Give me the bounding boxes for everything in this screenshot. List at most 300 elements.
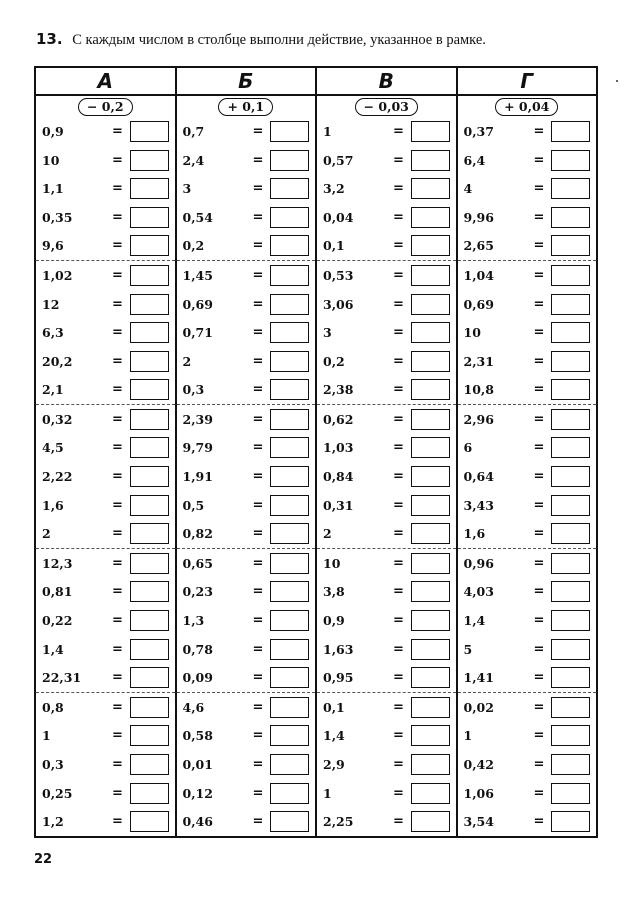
answer-box[interactable] [130, 121, 169, 142]
exercise-row [458, 722, 597, 751]
answer-box[interactable] [411, 121, 450, 142]
answer-box[interactable] [411, 811, 450, 832]
equals-sign: = [533, 584, 545, 600]
answer-box[interactable] [411, 437, 450, 458]
operation-label: + 0,1 [218, 98, 273, 116]
column-2 [315, 68, 456, 836]
answer-box[interactable] [411, 697, 450, 718]
answer-box[interactable] [551, 639, 590, 660]
answer-box[interactable] [130, 725, 169, 746]
exercise-row [36, 807, 175, 836]
equals-sign: = [252, 440, 264, 456]
exercise-row [458, 146, 597, 175]
answer-box[interactable] [551, 409, 590, 430]
row-group [317, 548, 456, 692]
answer-box[interactable] [130, 523, 169, 544]
equals-sign: = [393, 785, 404, 801]
equals-sign: = [252, 411, 264, 427]
exercise-row [36, 347, 175, 376]
operand-number: 0,65 [182, 555, 213, 571]
equals-sign: = [533, 181, 545, 197]
equals-sign: = [533, 152, 545, 168]
operand-number: 12 [42, 296, 60, 312]
answer-box[interactable] [551, 725, 590, 746]
task-instruction: С каждым числом в столбце выполни действие, указанное в рамке. [72, 32, 486, 48]
operand-number: 0,3 [182, 382, 205, 398]
exercise-row [177, 318, 316, 347]
answer-box[interactable] [551, 437, 590, 458]
exercise-row [458, 750, 597, 779]
answer-box[interactable] [270, 322, 309, 343]
answer-box[interactable] [551, 754, 590, 775]
equals-sign: = [112, 411, 123, 427]
answer-box[interactable] [411, 235, 450, 256]
equals-sign: = [393, 526, 404, 542]
operand-number: 1,4 [463, 613, 486, 629]
operand-number: 4,03 [463, 584, 494, 600]
answer-box[interactable] [270, 581, 309, 602]
answer-box[interactable] [411, 523, 450, 544]
answer-box[interactable] [411, 725, 450, 746]
exercise-row [177, 549, 316, 578]
answer-box[interactable] [270, 783, 309, 804]
operand-number: 10 [463, 325, 481, 341]
answer-box[interactable] [270, 379, 309, 400]
exercise-row [317, 750, 456, 779]
exercise-row [177, 174, 316, 203]
equals-sign: = [112, 296, 123, 312]
equals-sign: = [533, 670, 545, 686]
answer-box[interactable] [130, 553, 169, 574]
equals-sign: = [252, 526, 264, 542]
answer-box[interactable] [130, 754, 169, 775]
equals-sign: = [533, 699, 545, 715]
operation-row [317, 96, 456, 117]
exercise-row [177, 261, 316, 290]
row-group [317, 404, 456, 548]
answer-box[interactable] [551, 581, 590, 602]
page-number: 22 [34, 852, 53, 867]
operand-number: 0,2 [182, 238, 205, 254]
operand-number: 6 [463, 440, 473, 456]
operand-number: 0,8 [42, 699, 64, 715]
row-group [458, 260, 597, 404]
exercise-row [458, 434, 597, 463]
answer-box[interactable] [551, 697, 590, 718]
answer-box[interactable] [411, 553, 450, 574]
answer-box[interactable] [130, 437, 169, 458]
operand-number: 0,1 [323, 699, 345, 715]
answer-box[interactable] [411, 409, 450, 430]
answer-box[interactable] [551, 121, 590, 142]
operand-number: 6,3 [42, 325, 64, 341]
exercise-row [458, 203, 597, 232]
exercise-row [458, 405, 597, 434]
exercise-row [177, 807, 316, 836]
operand-number: 1,04 [463, 267, 494, 283]
exercise-row [36, 578, 175, 607]
equals-sign: = [112, 526, 123, 542]
answer-box[interactable] [551, 265, 590, 286]
exercise-row [458, 693, 597, 722]
exercise-row [317, 347, 456, 376]
operand-number: 3,8 [323, 584, 345, 600]
answer-box[interactable] [411, 150, 450, 171]
answer-box[interactable] [130, 639, 169, 660]
operand-number: 20,2 [42, 353, 73, 369]
exercise-row [36, 750, 175, 779]
row-group [177, 117, 316, 260]
answer-box[interactable] [411, 466, 450, 487]
equals-sign: = [533, 526, 545, 542]
row-group [317, 117, 456, 260]
equals-sign: = [533, 785, 545, 801]
operand-number: 0,9 [42, 123, 64, 139]
operand-number: 6,4 [463, 152, 486, 168]
operand-number: 0,02 [463, 699, 494, 715]
operand-number: 2 [182, 353, 192, 369]
operand-number: 1,02 [42, 267, 73, 283]
equals-sign: = [112, 785, 123, 801]
exercise-row [317, 549, 456, 578]
answer-box[interactable] [130, 610, 169, 631]
answer-box[interactable] [551, 466, 590, 487]
equals-sign: = [393, 267, 404, 283]
equals-sign: = [533, 641, 545, 657]
column-3 [456, 68, 597, 836]
operand-number: 4 [463, 181, 473, 197]
answer-box[interactable] [130, 379, 169, 400]
exercise-row [458, 491, 597, 520]
operand-number: 2,22 [42, 469, 73, 485]
operand-number: 3,54 [463, 814, 494, 830]
exercise-row [458, 807, 597, 836]
exercise-row [177, 290, 316, 319]
equals-sign: = [393, 296, 404, 312]
answer-box[interactable] [551, 322, 590, 343]
equals-sign: = [252, 613, 264, 629]
operand-number: 0,78 [182, 641, 213, 657]
answer-box[interactable] [270, 697, 309, 718]
answer-box[interactable] [551, 811, 590, 832]
exercise-row [177, 635, 316, 664]
exercise-row [36, 405, 175, 434]
answer-box[interactable] [411, 783, 450, 804]
operand-number: 1,91 [182, 469, 213, 485]
answer-box[interactable] [270, 811, 309, 832]
answer-box[interactable] [270, 553, 309, 574]
operand-number: 2,39 [182, 411, 213, 427]
exercise-row [317, 722, 456, 751]
operand-number: 0,58 [182, 728, 213, 744]
exercise-row [36, 203, 175, 232]
operand-number: 9,96 [463, 209, 494, 225]
answer-box[interactable] [411, 754, 450, 775]
answer-box[interactable] [130, 697, 169, 718]
operand-number: 2,96 [463, 411, 494, 427]
operand-number: 1,2 [42, 814, 64, 830]
answer-box[interactable] [130, 667, 169, 688]
answer-box[interactable] [270, 667, 309, 688]
operand-number: 3,43 [463, 497, 494, 513]
equals-sign: = [393, 469, 404, 485]
equals-sign: = [252, 382, 264, 398]
answer-box[interactable] [411, 639, 450, 660]
operand-number: 1,4 [323, 728, 345, 744]
stray-dot [616, 80, 618, 82]
exercise-row [177, 117, 316, 146]
operation-row [458, 96, 597, 117]
exercise-row [177, 663, 316, 692]
answer-box[interactable] [270, 178, 309, 199]
equals-sign: = [252, 757, 264, 773]
operand-number: 1 [323, 123, 332, 139]
equals-sign: = [112, 267, 123, 283]
equals-sign: = [393, 353, 404, 369]
equals-sign: = [533, 411, 545, 427]
equals-sign: = [533, 814, 545, 830]
operand-number: 9,79 [182, 440, 213, 456]
answer-box[interactable] [270, 466, 309, 487]
column-header: Г [458, 68, 597, 96]
answer-box[interactable] [411, 581, 450, 602]
operand-number: 0,84 [323, 469, 354, 485]
operand-number: 3 [182, 181, 192, 197]
equals-sign: = [533, 613, 545, 629]
operation-row [36, 96, 175, 117]
answer-box[interactable] [130, 235, 169, 256]
operand-number: 0,12 [182, 785, 213, 801]
operand-number: 1,6 [42, 497, 64, 513]
operand-number: 4,5 [42, 440, 64, 456]
exercise-row [458, 117, 597, 146]
equals-sign: = [112, 353, 123, 369]
equals-sign: = [252, 814, 264, 830]
operand-number: 2,65 [463, 238, 494, 254]
answer-box[interactable] [130, 294, 169, 315]
operand-number: 0,71 [182, 325, 213, 341]
equals-sign: = [393, 699, 404, 715]
exercise-row [177, 722, 316, 751]
row-group [177, 692, 316, 836]
answer-box[interactable] [551, 207, 590, 228]
answer-box[interactable] [130, 265, 169, 286]
operand-number: 0,09 [182, 670, 213, 686]
answer-box[interactable] [411, 495, 450, 516]
answer-box[interactable] [551, 351, 590, 372]
equals-sign: = [252, 152, 264, 168]
operand-number: 0,62 [323, 411, 354, 427]
operand-number: 2 [323, 526, 332, 542]
exercise-row [177, 462, 316, 491]
operand-number: 1,06 [463, 785, 494, 801]
answer-box[interactable] [130, 207, 169, 228]
row-group [36, 117, 175, 260]
answer-box[interactable] [130, 811, 169, 832]
operand-number: 3,06 [323, 296, 354, 312]
answer-box[interactable] [270, 610, 309, 631]
answer-box[interactable] [130, 783, 169, 804]
answer-box[interactable] [130, 178, 169, 199]
operand-number: 0,69 [182, 296, 213, 312]
operand-number: 0,57 [323, 152, 354, 168]
operand-number: 0,37 [463, 123, 494, 139]
equals-sign: = [252, 325, 264, 341]
answer-box[interactable] [411, 178, 450, 199]
exercise-row [36, 722, 175, 751]
exercise-row [177, 519, 316, 548]
equals-sign: = [112, 325, 123, 341]
equals-sign: = [533, 728, 545, 744]
equals-sign: = [252, 497, 264, 513]
operand-number: 1,63 [323, 641, 354, 657]
answer-box[interactable] [270, 495, 309, 516]
equals-sign: = [112, 641, 123, 657]
operation-label: − 0,2 [78, 98, 133, 116]
answer-box[interactable] [411, 294, 450, 315]
answer-box[interactable] [411, 322, 450, 343]
equals-sign: = [252, 123, 264, 139]
exercise-row [36, 232, 175, 261]
exercise-row [317, 807, 456, 836]
answer-box[interactable] [411, 610, 450, 631]
exercise-row [36, 549, 175, 578]
equals-sign: = [252, 353, 264, 369]
exercise-row [36, 290, 175, 319]
equals-sign: = [112, 814, 123, 830]
answer-box[interactable] [130, 581, 169, 602]
equals-sign: = [112, 613, 123, 629]
answer-box[interactable] [270, 150, 309, 171]
exercise-row [177, 232, 316, 261]
answer-box[interactable] [411, 207, 450, 228]
operand-number: 0,53 [323, 267, 354, 283]
answer-box[interactable] [551, 294, 590, 315]
exercise-row [317, 693, 456, 722]
equals-sign: = [393, 670, 404, 686]
answer-box[interactable] [130, 150, 169, 171]
answer-box[interactable] [551, 610, 590, 631]
exercise-row [317, 376, 456, 405]
equals-sign: = [112, 440, 123, 456]
equals-sign: = [112, 497, 123, 513]
equals-sign: = [112, 123, 123, 139]
operand-number: 0,5 [182, 497, 205, 513]
equals-sign: = [533, 382, 545, 398]
answer-box[interactable] [270, 437, 309, 458]
answer-box[interactable] [551, 235, 590, 256]
exercise-row [458, 578, 597, 607]
exercise-row [317, 117, 456, 146]
row-group [317, 260, 456, 404]
exercise-row [36, 174, 175, 203]
answer-box[interactable] [270, 754, 309, 775]
answer-box[interactable] [270, 265, 309, 286]
answer-box[interactable] [411, 351, 450, 372]
row-group [458, 404, 597, 548]
answer-box[interactable] [411, 265, 450, 286]
exercise-row [317, 519, 456, 548]
equals-sign: = [393, 411, 404, 427]
equals-sign: = [393, 497, 404, 513]
operand-number: 0,42 [463, 757, 494, 773]
equals-sign: = [533, 267, 545, 283]
answer-box[interactable] [270, 523, 309, 544]
operand-number: 4,6 [182, 699, 205, 715]
answer-box[interactable] [130, 351, 169, 372]
equals-sign: = [393, 238, 404, 254]
answer-box[interactable] [130, 409, 169, 430]
exercise-row [36, 117, 175, 146]
answer-box[interactable] [551, 495, 590, 516]
exercise-row [458, 376, 597, 405]
answer-box[interactable] [411, 379, 450, 400]
answer-box[interactable] [270, 725, 309, 746]
task-header [36, 30, 486, 49]
exercise-row [177, 606, 316, 635]
equals-sign: = [393, 584, 404, 600]
equals-sign: = [252, 670, 264, 686]
equals-sign: = [252, 641, 264, 657]
equals-sign: = [393, 325, 404, 341]
answer-box[interactable] [270, 351, 309, 372]
exercise-row [458, 318, 597, 347]
exercise-row [317, 663, 456, 692]
exercise-row [458, 519, 597, 548]
answer-box[interactable] [551, 150, 590, 171]
operand-number: 2,1 [42, 382, 64, 398]
equals-sign: = [112, 699, 123, 715]
equals-sign: = [533, 296, 545, 312]
equals-sign: = [112, 469, 123, 485]
answer-box[interactable] [270, 235, 309, 256]
exercise-row [177, 347, 316, 376]
exercise-row [458, 462, 597, 491]
answer-box[interactable] [551, 523, 590, 544]
operand-number: 0,01 [182, 757, 213, 773]
answer-box[interactable] [551, 667, 590, 688]
answer-box[interactable] [270, 294, 309, 315]
exercise-row [317, 434, 456, 463]
equals-sign: = [252, 209, 264, 225]
answer-box[interactable] [130, 466, 169, 487]
answer-box[interactable] [551, 553, 590, 574]
row-groups [177, 117, 316, 836]
row-group [317, 692, 456, 836]
operand-number: 0,64 [463, 469, 494, 485]
row-group [458, 548, 597, 692]
answer-box[interactable] [411, 667, 450, 688]
equals-sign: = [393, 555, 404, 571]
exercise-row [458, 347, 597, 376]
operand-number: 10 [323, 555, 341, 571]
exercise-row [177, 693, 316, 722]
equals-sign: = [252, 296, 264, 312]
equals-sign: = [252, 584, 264, 600]
answer-box[interactable] [130, 495, 169, 516]
operand-number: 1,1 [42, 181, 64, 197]
answer-box[interactable] [270, 121, 309, 142]
answer-box[interactable] [270, 639, 309, 660]
exercise-row [317, 606, 456, 635]
answer-box[interactable] [551, 178, 590, 199]
answer-box[interactable] [551, 379, 590, 400]
row-group [177, 260, 316, 404]
answer-box[interactable] [130, 322, 169, 343]
answer-box[interactable] [551, 783, 590, 804]
answer-box[interactable] [270, 409, 309, 430]
answer-box[interactable] [270, 207, 309, 228]
